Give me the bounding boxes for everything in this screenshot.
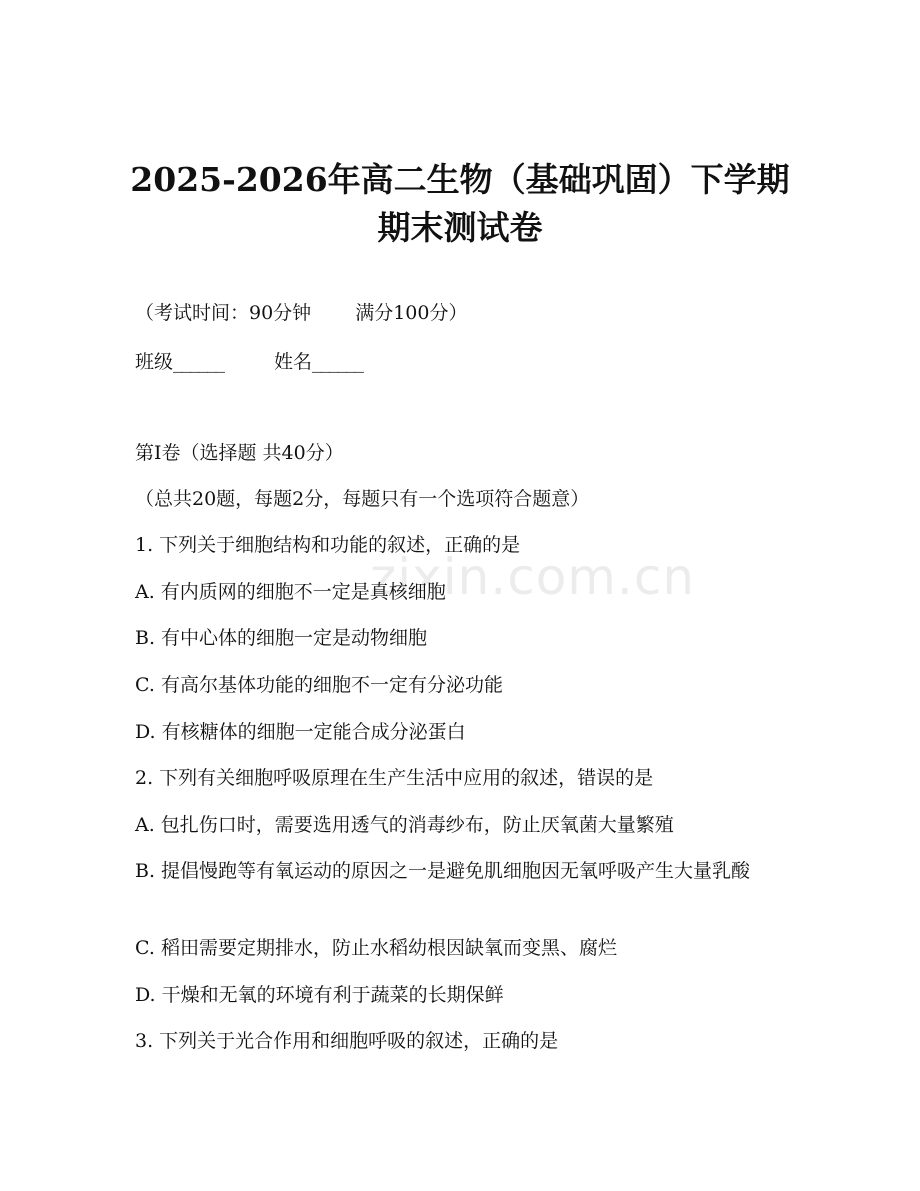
exam-score: 满分100分） (355, 302, 468, 324)
question-2-stem: 2. 下列有关细胞呼吸原理在生产生活中应用的叙述，错误的是 (135, 767, 654, 789)
question-2-option-a: A. 包扎伤口时，需要选用透气的消毒纱布，防止厌氧菌大量繁殖 (135, 814, 674, 836)
student-fields (135, 349, 363, 375)
question-1-option-d: D. 有核糖体的细胞一定能合成分泌蛋白 (135, 721, 466, 743)
exam-time: （考试时间：90分钟 (135, 302, 312, 324)
class-label: 班级 (135, 351, 174, 373)
question-2-option-c: C. 稻田需要定期排水，防止水稻幼根因缺氧而变黑、腐烂 (135, 937, 617, 959)
question-1-option-c: C. 有高尔基体功能的细胞不一定有分泌功能 (135, 674, 503, 696)
class-blank: ______ (173, 351, 225, 373)
question-2-option-b: B. 提倡慢跑等有氧运动的原因之一是避免肌细胞因无氧呼吸产生大量乳酸 (135, 860, 751, 882)
title-line-2: 期末测试卷 (377, 208, 543, 247)
section-heading: 第Ⅰ卷（选择题 共40分） (135, 442, 344, 464)
name-label: 姓名 (274, 351, 313, 373)
title-line-1: 2025-2026年高二生物（基础巩固）下学期 (130, 160, 790, 199)
question-1-stem: 1. 下列关于细胞结构和功能的叙述，正确的是 (135, 534, 521, 556)
watermark: zixin.com.cn (370, 548, 696, 606)
exam-info (135, 300, 467, 326)
question-1-option-a: A. 有内质网的细胞不一定是真核细胞 (135, 581, 446, 603)
name-blank: ______ (312, 351, 364, 373)
section-instructions: （总共20题，每题2分，每题只有一个选项符合题意） (135, 488, 590, 510)
question-2-option-d: D. 干燥和无氧的环境有利于蔬菜的长期保鲜 (135, 984, 504, 1006)
question-3-stem: 3. 下列关于光合作用和细胞呼吸的叙述，正确的是 (135, 1030, 559, 1052)
question-1-option-b: B. 有中心体的细胞一定是动物细胞 (135, 627, 428, 649)
